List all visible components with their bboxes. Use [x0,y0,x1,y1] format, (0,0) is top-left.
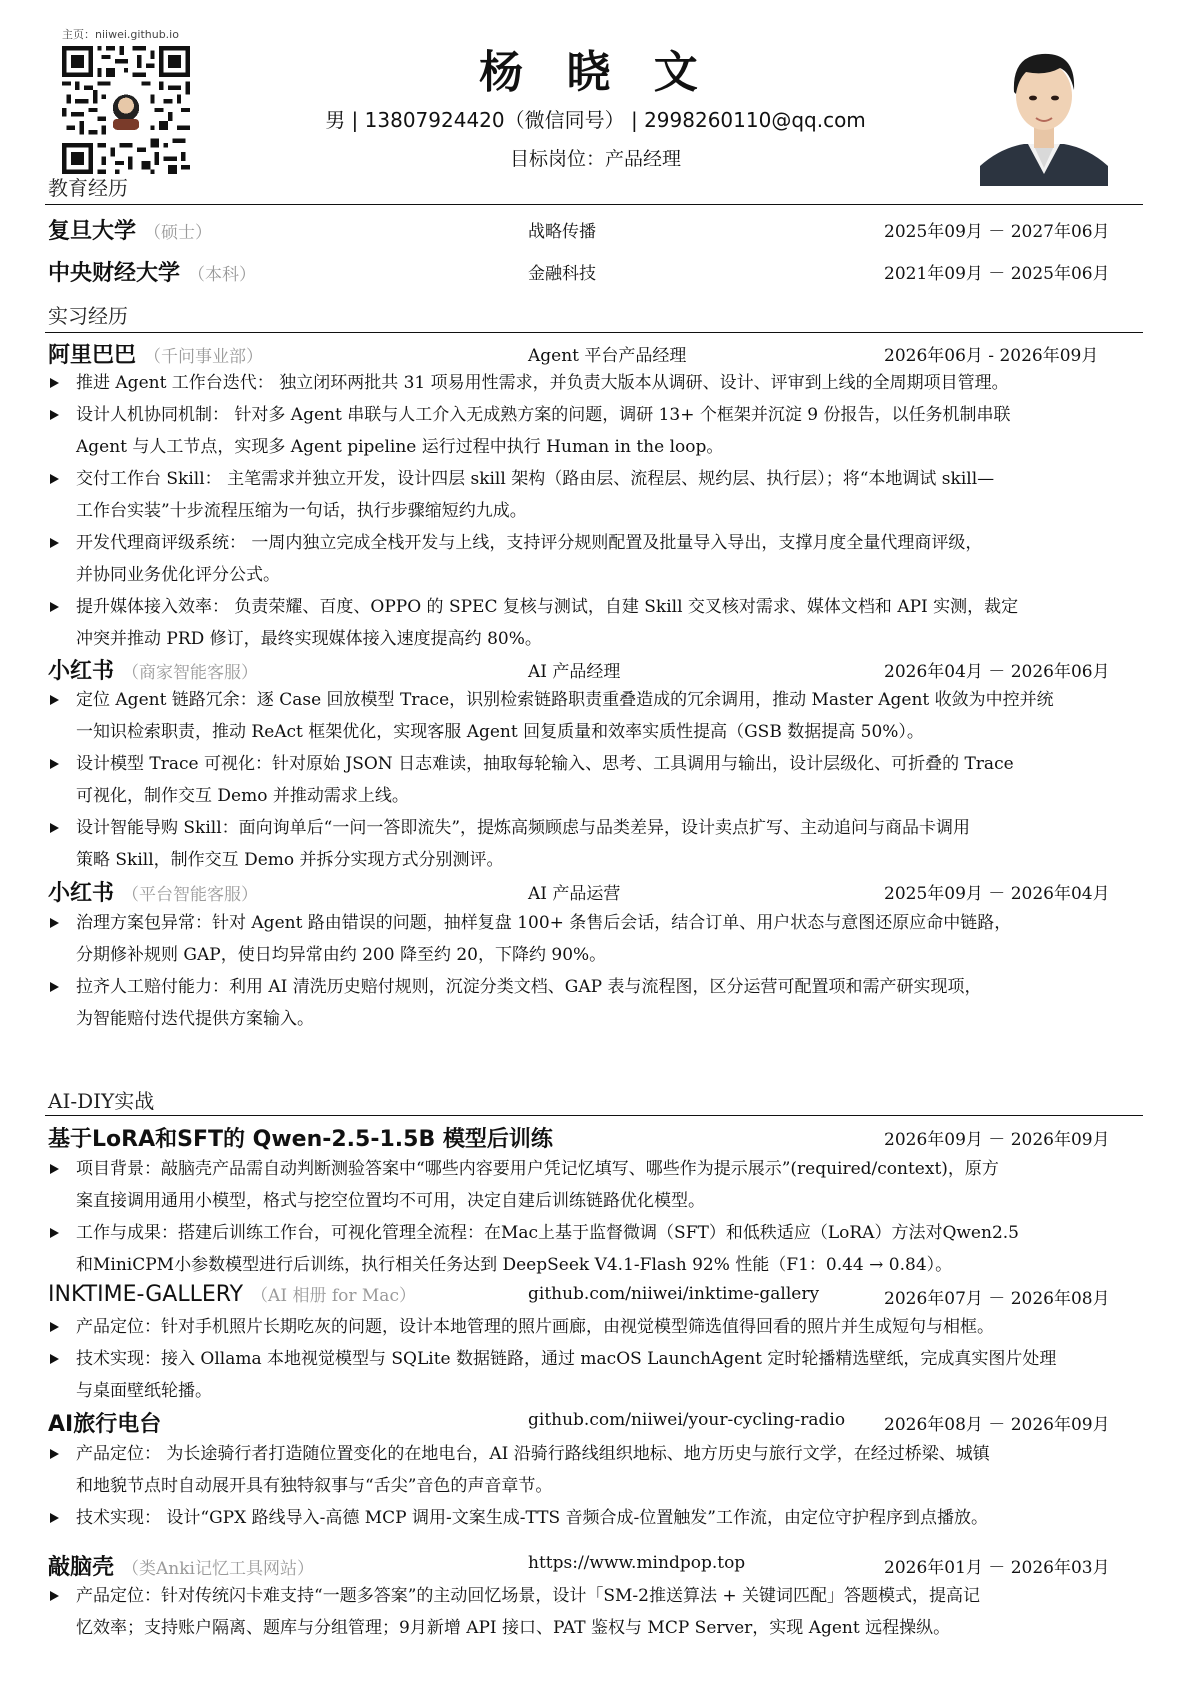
education-row [48,256,1146,286]
project-link[interactable]: https://www.mindpop.top [528,1553,746,1573]
projects-divider [45,1115,1143,1116]
bullet-arrow-icon [50,1591,59,1601]
job-title: AI 产品经理 [528,662,621,682]
project-name: 敲脑壳 （类Anki记忆工具网站） [48,1555,314,1580]
bullet-arrow-icon [50,1228,59,1238]
experience-bullet: 拉齐人工赔付能力：利用 AI 清洗历史赔付规则，沉淀分类文档、GAP 表与流程图，区分运营可配置项和需产研实现项， 为智能赔付迭代提供方案输入。 [50,971,1150,1035]
experience-bullet: 提升媒体接入效率： 负责荣耀、百度、OPPO 的 SPEC 复核与测试，自建 Skill 交叉核对需求、媒体文档和 API 实测，裁定 冲突并推动 PRD 修订，最终实现媒体接入速度提高约 80%。 [50,591,1150,655]
target-position: 目标岗位：产品经理 [509,148,681,170]
bullet-arrow-icon [50,1449,59,1459]
experience-bullet: 设计人机协同机制： 针对多 Agent 串联与人工介入无成熟方案的问题，调研 13+ 个框架并沉淀 9 份报告，以任务机制串联 Agent 与人工节点，实现多 Agent pipeline 运行过程中执行 Human in the loop。 [50,399,1150,463]
bullet-arrow-icon [50,1164,59,1174]
project-bullet: 产品定位： 为长途骑行者打造随位置变化的在地电台，AI 沿骑行路线组织地标、地方历史与旅行文学，在经过桥梁、城镇 和地貌节点时自动展开具有独特叙事与“舌尖”音色的声音章节。 [50,1438,1150,1502]
project-bullet: 工作与成果：搭建后训练工作台，可视化管理全流程：在Mac上基于监督微调（SFT）和低秩适应（LoRA）方法对Qwen2.5 和MiniCPM小参数模型进行后训练，执行相关任务达到 DeepSeek V4.1-Flash 92% 性能（F1：0.44 → 0.84）。 [50,1217,1150,1281]
bullet-arrow-icon [50,538,59,548]
project-note: （AI 相册 for Mac） [251,1286,416,1306]
department-note: （商家智能客服） [122,663,259,683]
project-header [48,1281,1146,1311]
bullet-arrow-icon [50,823,59,833]
school-name: 复旦大学 （硕士） [48,219,213,244]
project-header [48,1550,1146,1580]
bullet-arrow-icon [50,982,59,992]
project-link[interactable]: github.com/niiwei/your-cycling-radio [528,1410,846,1430]
experience-bullet: 设计智能导购 Skill：面向询单后“一问一答即流失”，提炼高频顾虑与品类差异，设计卖点扩写、主动追问与商品卡调用 策略 Skill，制作交互 Demo 并拆分实现方式分别测评。 [50,812,1150,876]
date-range: 2026年09月 － 2026年09月 [884,1130,1110,1150]
date-range: 2026年06月 - 2026年09月 [884,346,1099,366]
major: 战略传播 [528,222,596,242]
date-range: 2021年09月 － 2025年06月 [884,264,1110,284]
major: 金融科技 [528,264,596,284]
project-name: INKTIME-GALLERY （AI 相册 for Mac） [48,1282,416,1307]
project-bullet: 产品定位：针对传统闪卡难支持“一题多答案”的主动回忆场景，设计「SM-2推送算法 + 关键词匹配」答题模式，提高记 忆效率；支持账户隔离、题库与分组管理；9月新增 API 接口、PAT 鉴权与 MCP Server，实现 Agent 远程操纵。 [50,1580,1150,1644]
project-note: （类Anki记忆工具网站） [122,1559,314,1579]
bullet-arrow-icon [50,410,59,420]
project-bullet: 技术实现：接入 Ollama 本地视觉模型与 SQLite 数据链路，通过 macOS LaunchAgent 定时轮播精选壁纸，完成真实图片处理 与桌面壁纸轮播。 [50,1343,1150,1407]
project-bullet: 产品定位：针对手机照片长期吃灰的问题，设计本地管理的照片画廊，由视觉模型筛选值得回看的照片并生成短句与相框。 [50,1311,1150,1343]
degree-note: （硕士） [144,223,213,243]
experience-bullet: 定位 Agent 链路冗余：逐 Case 回放模型 Trace，识别检索链路职责重叠造成的冗余调用，推动 Master Agent 收敛为中控并统 一知识检索职责，推动 ReAct 框架优化，实现客服 Agent 回复质量和效率实质性提高（GSB 数据提高 50%）。 [50,684,1150,748]
internship-divider [45,332,1143,333]
bullet-arrow-icon [50,1322,59,1332]
job-title: Agent 平台产品经理 [528,346,687,366]
education-row [48,214,1146,244]
experience-header [48,876,1146,906]
bullet-arrow-icon [50,759,59,769]
date-range: 2026年01月 － 2026年03月 [884,1558,1110,1578]
project-link[interactable]: github.com/niiwei/inktime-gallery [528,1284,820,1304]
degree-note: （本科） [188,265,257,285]
candidate-name: 杨 晓 文 [479,47,712,98]
profile-photo [980,26,1108,186]
experience-bullet: 设计模型 Trace 可视化：针对原始 JSON 日志难读，抽取每轮输入、思考、工具调用与输出，设计层级化、可折叠的 Trace 可视化，制作交互 Demo 并推动需求上线。 [50,748,1150,812]
experience-bullet: 交付工作台 Skill： 主笔需求并独立开发，设计四层 skill 架构（路由层、流程层、规约层、执行层）；将“本地调试 skill— 工作台实装”十步流程压缩为一句话，执行步骤缩短约九成。 [50,463,1150,527]
date-range: 2026年08月 － 2026年09月 [884,1415,1110,1435]
job-title: AI 产品运营 [528,884,621,904]
projects-title: AI-DIY实战 [48,1089,155,1113]
bullet-arrow-icon [50,602,59,612]
bullet-arrow-icon [50,1354,59,1364]
education-title: 教育经历 [48,176,128,200]
bullet-arrow-icon [50,695,59,705]
department-note: （平台智能客服） [122,885,259,905]
experience-header [48,654,1146,684]
date-range: 2026年04月 － 2026年06月 [884,662,1110,682]
department-note: （千问事业部） [144,347,264,367]
project-header [48,1122,1146,1152]
school-name: 中央财经大学 （本科） [48,261,257,286]
company-name: 小红书 （商家智能客服） [48,659,259,684]
date-range: 2025年09月 － 2026年04月 [884,884,1110,904]
experience-bullet: 治理方案包异常：针对 Agent 路由错误的问题，抽样复盘 100+ 条售后会话，结合订单、用户状态与意图还原应命中链路， 分期修补规则 GAP，使日均异常由约 200 降至约 20，下降约 90%。 [50,907,1150,971]
bullet-arrow-icon [50,474,59,484]
company-name: 阿里巴巴 （千问事业部） [48,343,264,368]
project-name: AI旅行电台 [48,1412,162,1437]
project-header [48,1407,1146,1437]
bullet-arrow-icon [50,1513,59,1523]
internship-title: 实习经历 [48,304,128,328]
project-bullet: 技术实现： 设计“GPX 路线导入-高德 MCP 调用-文案生成-TTS 音频合成-位置触发”工作流，由定位守护程序到点播放。 [50,1502,1150,1534]
experience-bullet: 推进 Agent 工作台迭代： 独立闭环两批共 31 项易用性需求，并负责大版本从调研、设计、评审到上线的全周期项目管理。 [50,367,1150,399]
project-bullet: 项目背景：敲脑壳产品需自动判断测验答案中“哪些内容要用户凭记忆填写、哪些作为提示展示”(required/context)，原方 案直接调用通用小模型，格式与挖空位置均不可用，决定自建后训练链路优化模型。 [50,1153,1150,1217]
bullet-arrow-icon [50,918,59,928]
project-name: 基于LoRA和SFT的 Qwen-2.5-1.5B 模型后训练 [48,1127,553,1152]
date-range: 2026年07月 － 2026年08月 [884,1289,1110,1309]
bullet-arrow-icon [50,378,59,388]
experience-bullet: 开发代理商评级系统： 一周内独立完成全栈开发与上线，支持评分规则配置及批量导入导出，支撑月度全量代理商评级， 并协同业务优化评分公式。 [50,527,1150,591]
contact-line: 男 | 13807924420（微信同号） | 2998260110@qq.com [325,108,866,132]
education-divider [45,204,1143,205]
homepage-caption: 主页：niiwei.github.io [62,28,179,41]
company-name: 小红书 （平台智能客服） [48,881,259,906]
date-range: 2025年09月 － 2027年06月 [884,222,1110,242]
experience-header [48,338,1146,368]
